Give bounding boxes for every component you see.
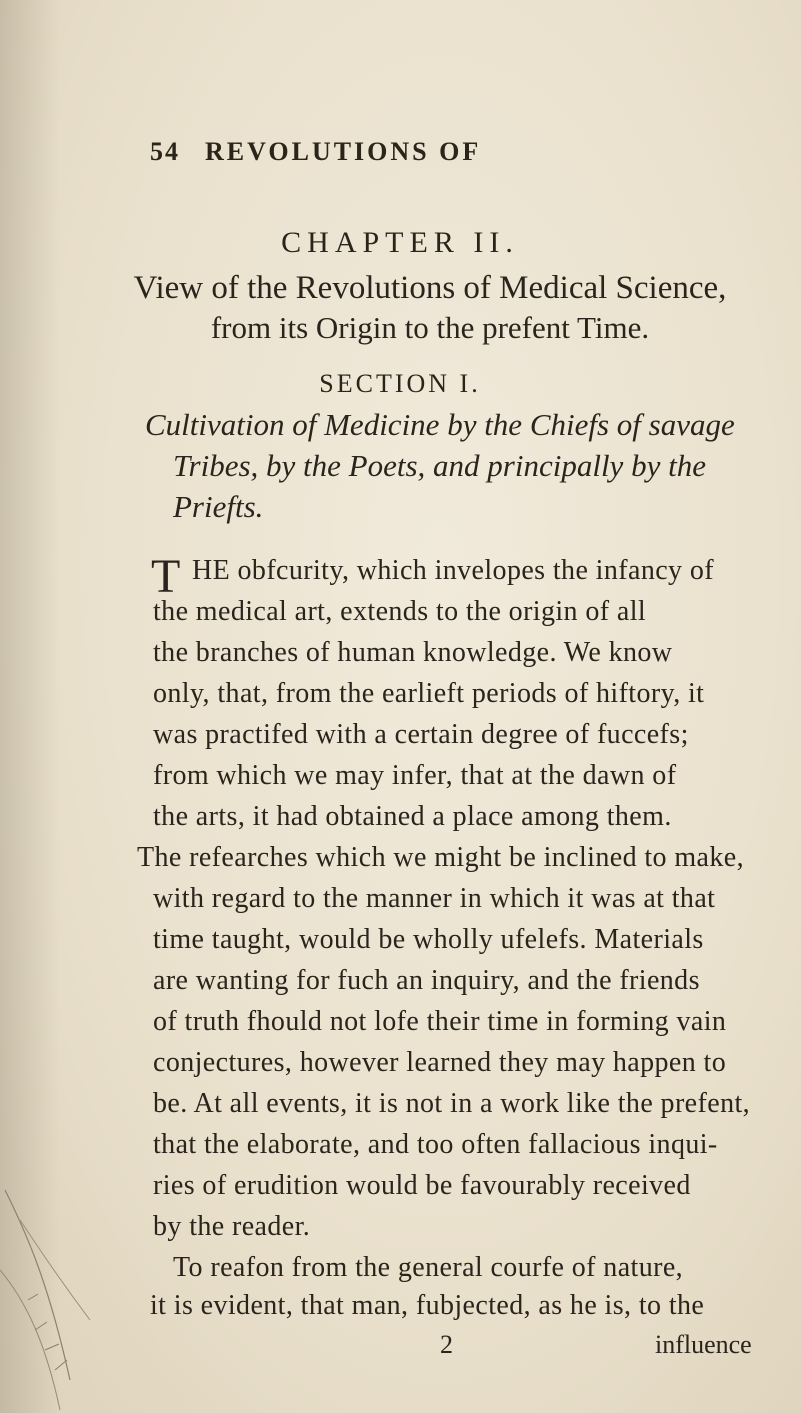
body-line: the medical art, extends to the origin of all	[153, 596, 647, 627]
section-heading: SECTION I.	[319, 369, 481, 398]
body-line: To reafon from the general courfe of nature,	[173, 1252, 684, 1283]
body-line: was practifed with a certain degree of fuccefs;	[153, 719, 689, 750]
body-line: be. At all events, it is not in a work like the prefent,	[153, 1088, 751, 1119]
body-line: by the reader.	[153, 1211, 311, 1242]
page-number: 54	[150, 137, 180, 166]
signature-mark: 2	[440, 1330, 453, 1359]
body-line: time taught, would be wholly ufelefs. Materials	[153, 924, 704, 955]
body-line: The refearches which we might be inclined to make,	[137, 842, 744, 873]
body-line: are wanting for fuch an inquiry, and the friends	[153, 965, 700, 996]
section-subtitle-line-1: Cultivation of Medicine by the Chiefs of savage	[145, 407, 735, 442]
section-subtitle-line-2: Tribes, by the Poets, and principally by the	[173, 448, 706, 483]
section-subtitle-line-3: Priefts.	[173, 489, 264, 524]
chapter-title-line-1: View of the Revolutions of Medical Science,	[133, 270, 727, 306]
chapter-title-line-2: from its Origin to the prefent Time.	[210, 310, 650, 345]
body-line: the arts, it had obtained a place among them.	[153, 801, 672, 832]
body-line: it is evident, that man, fubjected, as he is, to the	[150, 1290, 705, 1321]
body-line: the branches of human knowledge. We know	[153, 637, 673, 668]
body-line: from which we may infer, that at the dawn of	[153, 760, 677, 791]
running-title: REVOLUTIONS OF	[205, 137, 482, 166]
body-line: that the elaborate, and too often fallacious inqui-	[153, 1129, 718, 1160]
body-line: with regard to the manner in which it was at that	[153, 883, 716, 914]
drop-cap: T	[151, 550, 181, 603]
running-head	[150, 137, 710, 173]
body-line: only, that, from the earlieft periods of hiftory, it	[153, 678, 705, 709]
chapter-heading: CHAPTER II.	[281, 226, 519, 259]
page-footer	[150, 1330, 750, 1370]
body-line: of truth fhould not lofe their time in forming vain	[153, 1006, 727, 1037]
body-line: conjectures, however learned they may happen to	[153, 1047, 727, 1078]
body-line: ries of erudition would be favourably received	[153, 1170, 691, 1201]
catchword: influence	[655, 1330, 752, 1359]
body-line: HE obfcurity, which invelopes the infancy of	[192, 555, 714, 586]
pressed-plant-icon	[0, 1180, 120, 1413]
